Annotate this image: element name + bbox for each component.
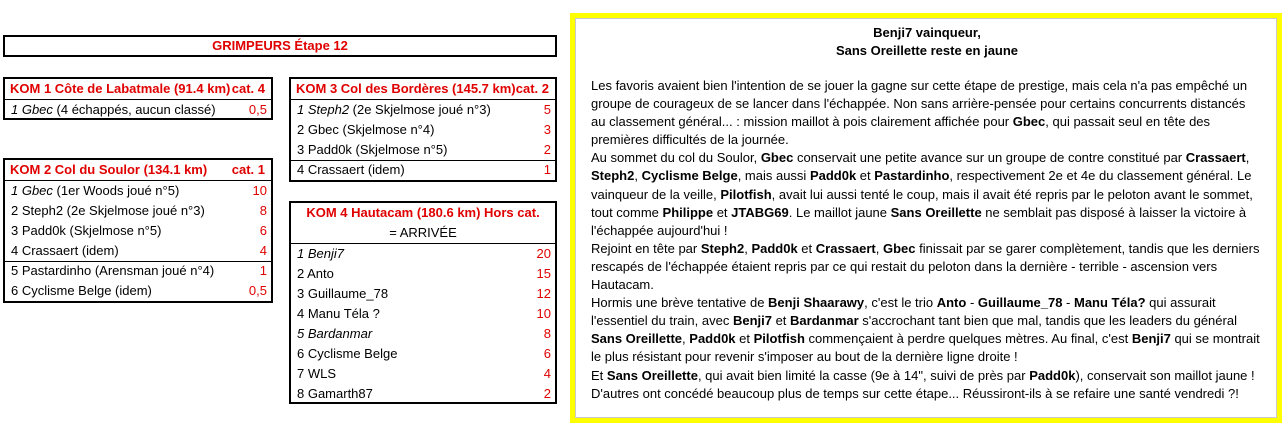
report-paragraph: [591, 77, 1263, 149]
report-text: Et: [591, 367, 607, 383]
report-paragraph: [591, 367, 1263, 403]
kom2-title: KOM 2 Col du Soulor (134.1 km): [10, 162, 208, 177]
rider-points: 3: [543, 122, 551, 137]
rider-name: Cyclisme Belge: [307, 346, 398, 361]
rider-note: (idem): [111, 283, 152, 298]
kom1-category: cat. 4: [231, 81, 265, 96]
rider-rank: 5: [11, 263, 22, 278]
kom3-title: KOM 3 Col des Bordères (145.7 km): [296, 81, 516, 96]
rider-points: 8: [259, 203, 267, 218]
report-text: , mais aussi: [737, 168, 810, 184]
divider: [291, 160, 555, 161]
rider-mention: Benji Shaarawy: [768, 295, 865, 311]
report-text: qui assurait l'essentiel du train, avec: [591, 295, 1216, 329]
rider-mention: Padd0k: [689, 331, 736, 347]
rider-mention: Padd0k: [1029, 367, 1076, 383]
rider-entry: [11, 261, 214, 281]
rider-name: Gbec: [307, 122, 339, 137]
rider-points: 10: [536, 306, 551, 321]
rider-rank: 2: [11, 203, 22, 218]
rider-mention: Pastardinho: [874, 168, 950, 184]
report-text: ), conservait son maillot jaune ! D'autres ont concédé beaucoup plus de temps sur cette étape... Réussiront-ils à se refaire une santé vendredi ?!: [591, 367, 1255, 401]
rider-name: Gamarth87: [307, 386, 373, 401]
report-text: Hormis une brève tentative de: [591, 295, 769, 311]
headline-line-1: Benji7 vainqueur,: [873, 25, 981, 40]
rider-rank: 2: [297, 266, 308, 281]
kom1-title: KOM 1 Côte de Labatmale (91.4 km): [10, 81, 231, 96]
rider-mention: Gbec: [1012, 114, 1046, 130]
rider-name: Pastardinho: [21, 263, 92, 278]
report-headline: [591, 24, 1263, 60]
table-row: [291, 344, 555, 364]
rider-mention: Philippe: [662, 204, 714, 220]
table-row: [291, 284, 555, 304]
table-row: [291, 160, 555, 180]
report-text: ,: [682, 331, 690, 347]
rider-points: 4: [259, 243, 267, 258]
table-row: [5, 261, 271, 281]
rider-entry: [11, 100, 216, 120]
report-text: . Le maillot jaune: [788, 204, 891, 220]
report-text: commençaient à perdre quelques mètres. Au final, c'est: [804, 331, 1132, 347]
rider-points: 5: [543, 102, 551, 117]
rider-entry: [297, 244, 344, 264]
kom3-header: [291, 79, 555, 99]
report-text: ne semblait pas disposé à laisser la victoire à l'échappée aujourd'hui !: [591, 204, 1247, 238]
report-text: -: [1062, 295, 1074, 311]
report-text: s'accrochant tant bien que mal, tandis que les leaders du général: [858, 313, 1237, 329]
report-text: finissait par se garer complètement, tandis que les derniers rescapés de l'échappée étaient repris par ce qui restait du peloton dans la dernière - terrible - ascension vers Hautacam.: [591, 240, 1260, 293]
rider-entry: [297, 100, 491, 120]
rider-points: 20: [536, 246, 551, 261]
rider-entry: [297, 120, 434, 140]
rider-name: Cyclisme Belge: [21, 283, 112, 298]
table-row: [291, 264, 555, 284]
rider-mention: Pilotfish: [753, 331, 805, 347]
rider-points: 4: [543, 366, 551, 381]
rider-rank: 7: [297, 366, 308, 381]
rider-mention: Benji7: [1131, 331, 1171, 347]
divider: [5, 261, 271, 262]
rider-name: Padd0k: [307, 142, 352, 157]
report-text: et: [713, 204, 732, 220]
rider-entry: [11, 281, 152, 301]
rider-points: 12: [536, 286, 551, 301]
rider-mention: Padd0k: [751, 240, 798, 256]
rider-entry: [11, 221, 161, 241]
rider-rank: 3: [11, 223, 22, 238]
table-row: [5, 221, 271, 241]
table-row: [5, 281, 271, 301]
report-text: et: [856, 168, 875, 184]
rider-entry: [297, 384, 373, 404]
report-text: ,: [1245, 150, 1250, 166]
rider-note: (4 échappés, aucun classé): [52, 102, 216, 117]
report-text: Les favoris avaient bien l'intention de se jouer la gagne sur cette étape de prestige, mais cela n'a pas empêché un groupe de courageux de se lancer dans l'échappée. Non sans arrière-pensée pour certains concurrents distancés au classement général... : mission maillot à pois clairement affichée pour: [591, 78, 1248, 130]
rider-name: Manu Téla ?: [307, 306, 380, 321]
table-row: [291, 324, 555, 344]
report-text: , qui passait seul en tête des premières difficultés de la journée.: [591, 114, 1211, 148]
rider-note: (2e Skjelmose joué n°3): [63, 203, 205, 218]
rider-note: (2e Skjelmose joué n°3): [349, 102, 491, 117]
rider-rank: 3: [297, 142, 308, 157]
rider-mention: Sans Oreillette: [591, 331, 683, 347]
rider-note: (Skjelmose n°5): [351, 142, 448, 157]
rider-note: (Skjelmose n°5): [65, 223, 162, 238]
rider-entry: [11, 181, 179, 201]
rider-name: WLS: [307, 366, 337, 381]
table-row: [5, 241, 271, 261]
rider-mention: Pilotfish: [720, 186, 772, 202]
rider-note: (Skjelmose n°4): [338, 122, 435, 137]
table-row: [291, 364, 555, 384]
report-text: ,: [634, 168, 642, 184]
table-row: [291, 140, 555, 160]
rider-entry: [11, 201, 205, 221]
rider-points: 1: [543, 162, 551, 177]
rider-mention: Gbec: [760, 150, 794, 166]
table-row: [291, 244, 555, 264]
headline-line-2: Sans Oreillette reste en jaune: [835, 43, 1019, 58]
rider-mention: Crassaert: [1185, 150, 1246, 166]
table-row: [291, 120, 555, 140]
table-row: [291, 100, 555, 120]
rider-rank: 3: [297, 286, 308, 301]
rider-rank: 1: [11, 102, 22, 117]
rider-name: Steph2: [21, 203, 64, 218]
rider-mention: Padd0k: [809, 168, 857, 184]
rider-rank: 6: [11, 283, 22, 298]
rider-name: Anto: [307, 266, 334, 281]
rider-points: 1: [259, 263, 267, 278]
rider-name: Benji7: [307, 246, 344, 261]
stage-report-frame: [570, 13, 1282, 423]
report-text: ,: [744, 240, 752, 256]
rider-mention: Benji7: [732, 313, 772, 329]
kom2-header: [5, 160, 271, 180]
rider-entry: [297, 324, 372, 344]
rider-mention: Sans Oreillette: [890, 204, 982, 220]
rider-entry: [297, 304, 380, 324]
rider-entry: [297, 284, 388, 304]
report-text: ,: [875, 240, 883, 256]
kom4-table: [289, 201, 557, 404]
rider-rank: 1: [297, 246, 308, 261]
report-text: qui se montrait le plus résistant pour revenir s'imposer au bout de la dernière ligne droite !: [591, 331, 1260, 365]
report-text: Au sommet du col du Soulor,: [591, 150, 761, 166]
rider-points: 2: [543, 386, 551, 401]
rider-name: Gbec: [21, 102, 53, 117]
rider-points: 0,5: [248, 283, 267, 298]
rider-rank: 6: [297, 346, 308, 361]
kom1-table: [3, 77, 273, 120]
kom2-table: [3, 158, 273, 303]
rider-name: Crassaert: [307, 162, 365, 177]
kom3-table: [289, 77, 557, 182]
rider-note: (1er Woods joué n°5): [52, 183, 180, 198]
kom1-header: [5, 79, 271, 99]
report-text: , qui avait bien limité la casse (9e à 14", suivi de près par: [697, 367, 1030, 383]
rider-mention: Anto: [936, 295, 967, 311]
rider-points: 2: [543, 142, 551, 157]
rider-points: 6: [543, 346, 551, 361]
rider-rank: 5: [297, 326, 308, 341]
report-text: conservait une petite avance sur un groupe de contre constitué par: [793, 150, 1186, 166]
rider-note: (idem): [364, 162, 405, 177]
kom4-finish-label: = ARRIVÉE: [389, 225, 457, 240]
rider-entry: [297, 364, 336, 384]
rider-name: Crassaert: [21, 243, 79, 258]
rider-mention: Bardanmar: [790, 313, 859, 329]
rider-rank: 4: [11, 243, 22, 258]
report-paragraph: [591, 149, 1263, 239]
rider-mention: Steph2: [591, 168, 635, 184]
report-text: Rejoint en tête par: [591, 240, 701, 256]
report-text: et: [771, 313, 791, 329]
rider-mention: Steph2: [700, 240, 745, 256]
report-paragraph: [591, 240, 1263, 294]
rider-name: Gbec: [21, 183, 53, 198]
rider-name: Padd0k: [21, 223, 66, 238]
rider-name: Steph2: [307, 102, 350, 117]
kom4-title: KOM 4 Hautacam (180.6 km) Hors cat.: [306, 205, 540, 220]
report-text: , respectivement 2e et 4e du classement général. Le vainqueur de la veille,: [591, 168, 1252, 202]
rider-rank: 4: [297, 162, 308, 177]
kom2-category: cat. 1: [231, 162, 265, 177]
rider-entry: [297, 344, 397, 364]
rider-rank: 1: [11, 183, 22, 198]
rider-mention: Gbec: [883, 240, 916, 256]
rider-rank: 2: [297, 122, 308, 137]
rider-rank: 4: [297, 306, 308, 321]
table-row: [291, 384, 555, 404]
rider-points: 15: [536, 266, 551, 281]
rider-rank: 1: [297, 102, 308, 117]
rider-entry: [11, 241, 119, 261]
report-text: et: [735, 331, 754, 347]
report-text: -: [966, 295, 978, 311]
report-text: et: [797, 240, 816, 256]
rider-mention: Guillaume_78: [977, 295, 1063, 311]
report-body: [591, 77, 1263, 403]
report-text: , c'est le trio: [864, 295, 937, 311]
rider-mention: Manu Téla?: [1074, 295, 1146, 311]
report-paragraph: [591, 294, 1263, 366]
rider-points: 6: [259, 223, 267, 238]
rider-entry: [297, 140, 447, 160]
rider-points: 0,5: [248, 102, 267, 117]
rider-mention: Cyclisme Belge: [641, 168, 738, 184]
rider-name: Guillaume_78: [307, 286, 389, 301]
rider-entry: [297, 264, 334, 284]
rider-mention: Sans Oreillette: [606, 367, 698, 383]
rider-note: (idem): [78, 243, 119, 258]
kom3-category: cat. 2: [515, 81, 549, 96]
rider-rank: 8: [297, 386, 308, 401]
rider-mention: JTABG69: [731, 204, 789, 220]
climbers-table-title: GRIMPEURS Étape 12: [3, 35, 557, 57]
rider-points: 10: [252, 183, 267, 198]
rider-note: (Arensman joué n°4): [91, 263, 215, 278]
table-row: [5, 181, 271, 201]
report-text: , avait lui aussi tenté le coup, mais il avait été repris par le peloton avant le sommet, tout comme: [591, 186, 1253, 220]
rider-mention: Crassaert: [815, 240, 876, 256]
rider-entry: [297, 160, 405, 180]
table-row: [291, 304, 555, 324]
rider-name: Bardanmar: [307, 326, 373, 341]
rider-points: 8: [543, 326, 551, 341]
table-row: [5, 100, 271, 120]
table-row: [5, 201, 271, 221]
